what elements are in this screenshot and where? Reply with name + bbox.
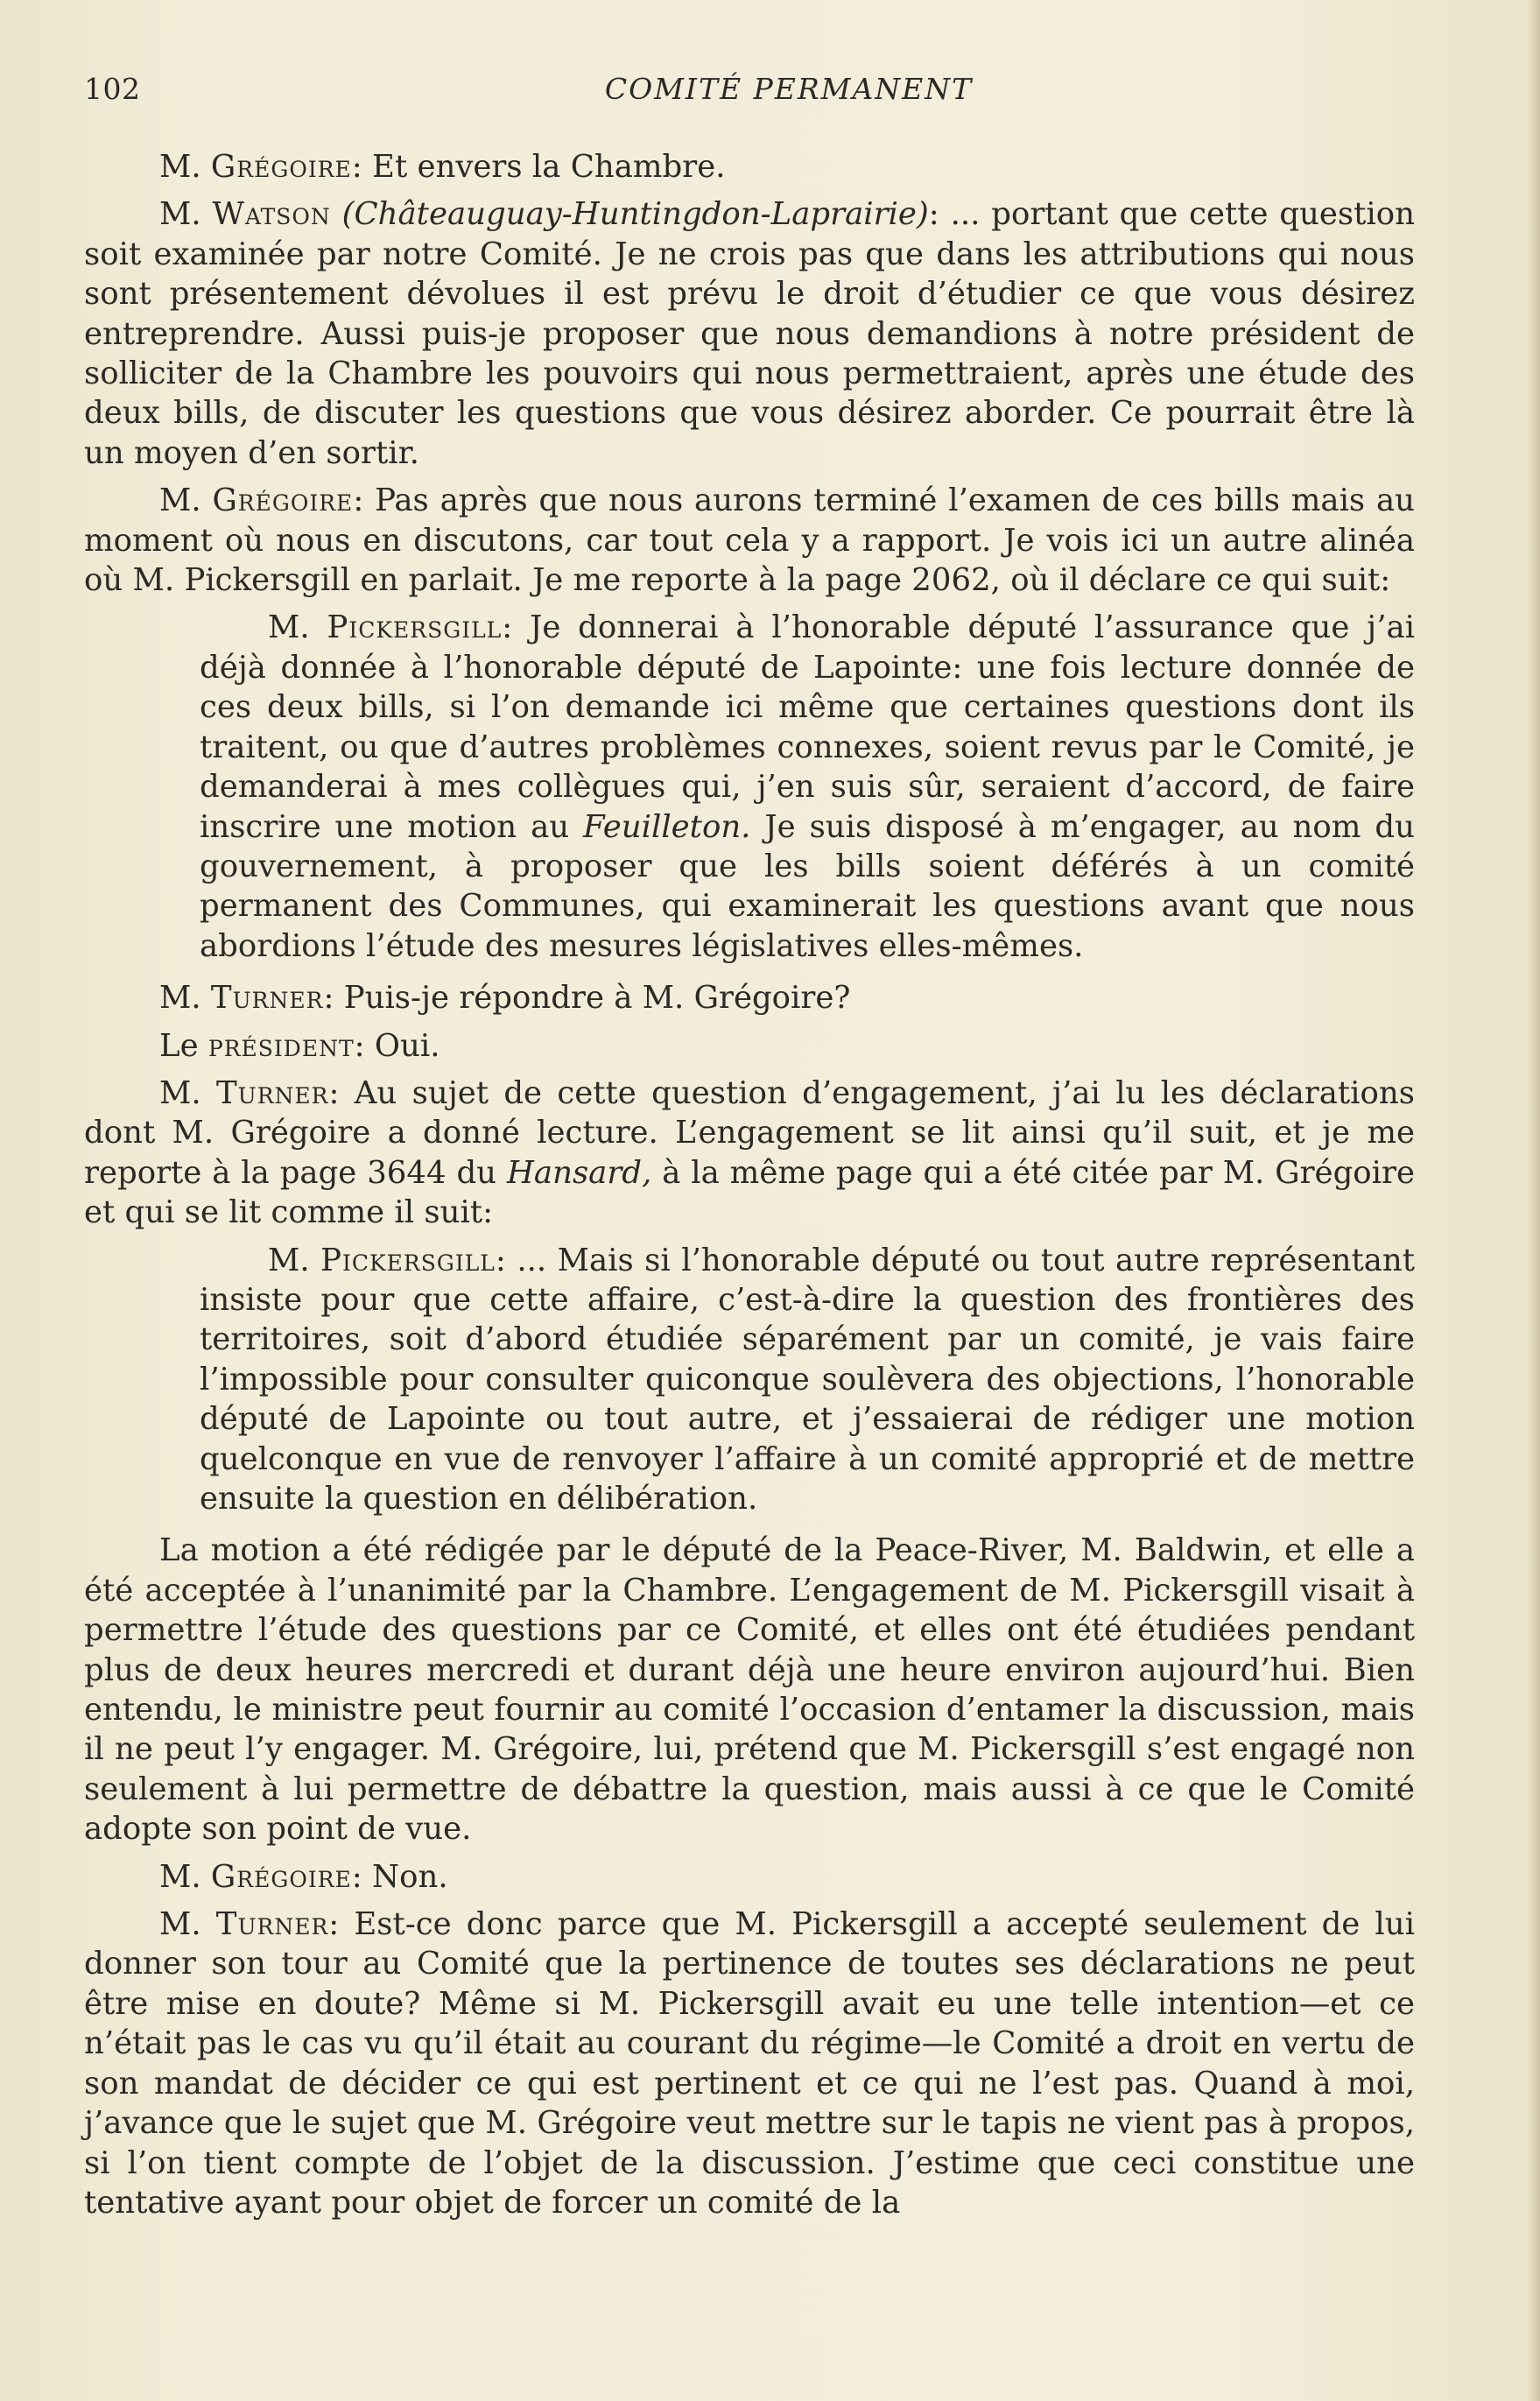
speaker-prefix: M. (159, 482, 213, 519)
speaker-separator: : (328, 1906, 355, 1943)
speaker-prefix: M. (268, 1242, 321, 1278)
running-head: COMITÉ PERMANENT (604, 72, 974, 106)
speaker-separator: : (323, 980, 344, 1017)
quote-italic-feuilleton: Feuilleton. (583, 808, 751, 845)
speaker-prefix: M. (159, 980, 211, 1017)
speech-text: Est-ce donc parce que M. Pickersgill a accepté seulement de lui donner son tour au Comité que la pertinence de toutes ses déclarations ne peut être mise en doute? Même si M. Pickersgill avait eu une telle intention—et ce n’était pas le cas vu qu’il était au courant du régime—le Comité a droit en vertu de son mandat de décider ce qui est pertinent et ce qui ne l’est pas. Quand à moi, j’avance que le sujet que M. Grégoire veut mettre sur le tapis ne vient pas à propos, si l’on tient compte de l’objet de la discussion. J’estime que ceci constitue une tentative ayant pour objet de forcer un comité de la (84, 1906, 1416, 2221)
speaker-name: Turner (210, 980, 324, 1017)
speech-text: Et envers la Chambre. (372, 149, 726, 185)
page-header (84, 72, 1494, 116)
paragraph-gregoire-1 (84, 147, 1415, 187)
page-edge-shadow (1528, 0, 1540, 2401)
speech-text: Pas après que nous aurons terminé l’examen de ces bills mais au moment où nous en discutons, car tout cela y a rapport. Je vois ici un autre alinéa où M. Pickersgill en parlait. Je me reporte à la page 2062, où il déclare ce qui suit: (84, 482, 1415, 599)
speaker-prefix: M. (159, 149, 211, 185)
speech-text: La motion a été rédigée par le député de la Peace-River, M. Baldwin, et elle a été acceptée à l’unanimité par la Chambre. L’engagement de M. Pickersgill visait à permettre l’étude des questions par ce Comité, et elles ont été étudiées pendant plus de deux heures mercredi et durant déjà une heure environ aujourd’hui. Bien entendu, le ministre peut fournir au comité l’occasion d’entamer la discussion, mais il ne peut l’y engager. M. Grégoire, lui, prétend que M. Pickersgill s’est engagé non seulement à lui permettre de débattre la question, mais aussi à ce que le Comité adopte son point de vue. (84, 1532, 1415, 1848)
speaker-prefix: M. (268, 609, 327, 646)
speaker-name: président (207, 1027, 355, 1064)
quote-text: Je donnerai à l’honorable député l’assurance que j’ai déjà donnée à l’honorable député de Lapointe: une fois lecture donnée de ces deux bills, si l’on demande ici même que certaines questions dont ils traitent, ou que d’autres problèmes connexes, soient revus par le Comité, je demanderai à mes collègues qui, j’en suis sûr, seraient d’accord, de faire inscrire une motion au (200, 609, 1415, 845)
speaker-riding: (Châteauguay-Huntingdon-Laprairie) (341, 196, 929, 233)
paragraph-watson (84, 194, 1415, 473)
speaker-name: Grégoire (210, 149, 352, 185)
speaker-separator: : (353, 482, 376, 519)
speaker-separator: : (928, 196, 951, 233)
speech-italic-hansard: Hansard, (506, 1154, 652, 1191)
speaker-prefix: M. (159, 196, 213, 233)
speaker-prefix: M. (159, 1906, 216, 1943)
speaker-separator: : (328, 1074, 355, 1111)
quote-text-cont: Je suis disposé à m’engager, au nom du gouvernement, à proposer que les bills soient déférés à un comité permanent des Communes, qui examinerait les questions avant que nous abordions l’étude des mesures législatives elles-mêmes. (200, 808, 1415, 964)
speaker-name: Turner (215, 1906, 329, 1943)
speech-text-cont: à la même page qui a été citée par M. Grégoire et qui se lit comme il suit: (84, 1154, 1415, 1231)
speaker-name: Grégoire (212, 482, 354, 519)
speaker-separator: : (351, 149, 373, 185)
paragraph-narrative (84, 1531, 1415, 1848)
speaker-name: Grégoire (210, 1858, 352, 1895)
speaker-separator: : (502, 609, 531, 646)
speaker-name: Watson (212, 196, 331, 233)
paragraph-turner-1 (84, 978, 1415, 1017)
speech-text: Au sujet de cette question d’engagement, j’ai lu les déclarations dont M. Grégoire a donné lecture. L’engagement se lit ainsi qu’il suit, et je me reporte à la page 3644 du (84, 1074, 1415, 1191)
speech-text: ... portant que cette question soit examinée par notre Comité. Je ne crois pas que dans les attributions qui nous sont présentement dévolues il est prévu le droit d’étudier ce que vous désirez entreprendre. Aussi puis-je proposer que nous demandions à notre président de solliciter de la Chambre les pouvoirs qui nous permettraient, après une étude des deux bills, de discuter les questions que vous désirez aborder. Ce pourrait être là un moyen d’en sortir. (84, 196, 1415, 471)
speaker-name: Turner (215, 1074, 329, 1111)
speaker-separator: : (351, 1858, 373, 1895)
speaker-separator: : (495, 1242, 517, 1278)
speaker-prefix: M. (159, 1074, 216, 1111)
speaker-separator: : (354, 1027, 375, 1064)
speech-text: Oui. (374, 1027, 440, 1064)
quote-pickersgill-2 (200, 1241, 1415, 1519)
quote-text: ... Mais si l’honorable député ou tout autre représentant insiste pour que cette affaire, c’est-à-dire la question des frontières des territoires, soit d’abord étudiée séparément par un comité, je vais faire l’impossible pour consulter quiconque soulèvera des objections, l’honorable député de Lapointe ou tout autre, et j’essaierai de rédiger une motion quelconque en vue de renvoyer l’affaire à un comité approprié et de mettre ensuite la question en délibération. (200, 1242, 1416, 1517)
paragraph-president (84, 1026, 1415, 1066)
speech-text: Puis-je répondre à M. Grégoire? (343, 980, 851, 1017)
speaker-name: Pickersgill (320, 1242, 496, 1278)
body-text (84, 147, 1415, 2230)
paragraph-turner-3 (84, 1905, 1415, 2222)
speaker-prefix: Le (159, 1027, 208, 1064)
speaker-prefix: M. (159, 1858, 211, 1895)
page-number: 102 (84, 72, 141, 106)
paragraph-turner-2 (84, 1074, 1415, 1233)
quote-pickersgill-1 (200, 608, 1415, 966)
paragraph-gregoire-3 (84, 1857, 1415, 1897)
speaker-name: Pickersgill (327, 609, 503, 646)
speech-text: Non. (372, 1858, 448, 1895)
paragraph-gregoire-2 (84, 481, 1415, 600)
